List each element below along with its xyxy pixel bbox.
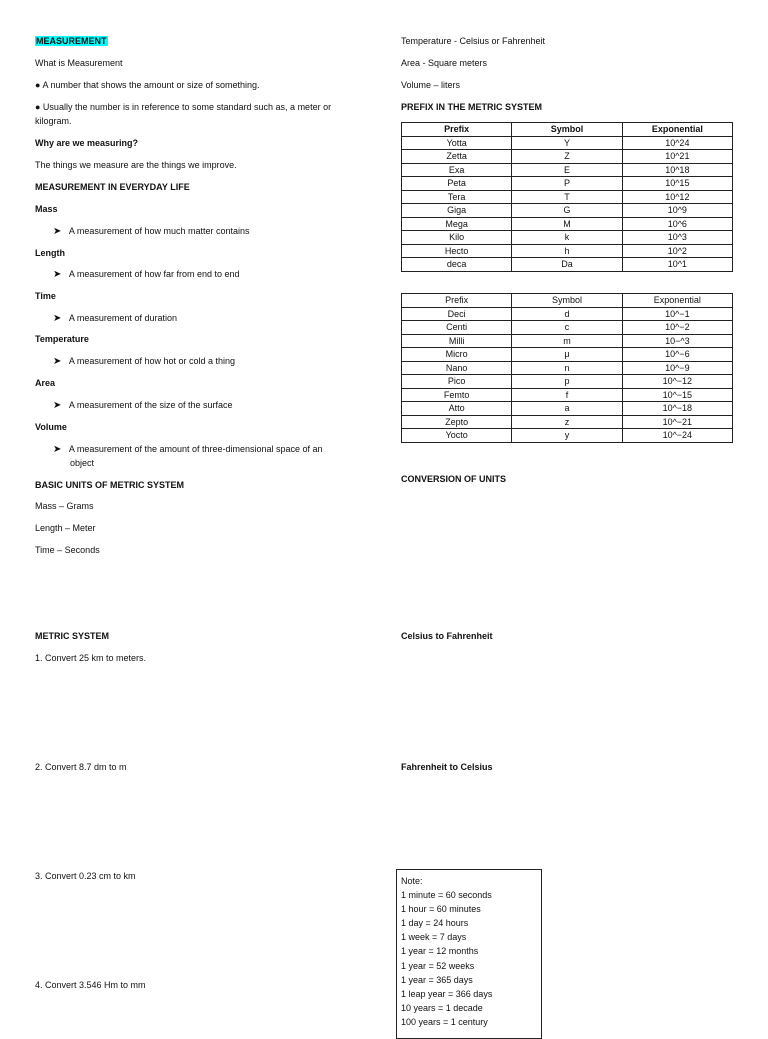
table-cell: M	[512, 217, 622, 231]
table-cell: Peta	[402, 177, 512, 191]
table-header-row	[402, 294, 733, 308]
column-header: Symbol	[512, 294, 622, 308]
unit-length: Length – Meter	[35, 523, 96, 533]
column-header: Prefix	[402, 123, 512, 137]
column-header: Symbol	[512, 123, 622, 137]
table-row	[402, 231, 733, 245]
table-cell: Giga	[402, 204, 512, 218]
prefix-table-small	[401, 293, 733, 443]
table-cell: a	[512, 402, 622, 416]
unit-time: Time – Seconds	[35, 545, 100, 555]
table-cell: G	[512, 204, 622, 218]
table-cell: 10^−2	[622, 321, 732, 335]
arrow-bullet-icon: ➤	[53, 356, 62, 367]
conversion-heading: CONVERSION OF UNITS	[401, 474, 507, 484]
mass-heading: Mass	[35, 204, 58, 214]
table-row	[402, 402, 733, 416]
time-def: ➤ A measurement of duration	[53, 313, 177, 324]
volume-heading: Volume	[35, 422, 67, 432]
table-cell: Z	[512, 150, 622, 164]
table-row	[402, 307, 733, 321]
table-cell: Mega	[402, 217, 512, 231]
table-cell: 10^3	[622, 231, 732, 245]
note-line: 1 minute = 60 seconds	[401, 890, 492, 901]
table-row	[402, 136, 733, 150]
table-cell: Yocto	[402, 429, 512, 443]
bullet-standard-line1: ● Usually the number is in reference to some standard such as, a meter or	[35, 102, 332, 112]
table-row	[402, 429, 733, 443]
arrow-bullet-icon: ➤	[53, 269, 62, 280]
table-cell: 10^−15	[622, 388, 732, 402]
metric-system-heading: METRIC SYSTEM	[35, 631, 110, 641]
table-cell: y	[512, 429, 622, 443]
table-row	[402, 217, 733, 231]
table-cell: 10^15	[622, 177, 732, 191]
exercise-2: 2. Convert 8.7 dm to m	[35, 762, 127, 772]
table-cell: 10^−18	[622, 402, 732, 416]
exercise-1: 1. Convert 25 km to meters.	[35, 653, 147, 663]
mass-def: ➤ A measurement of how much matter contains	[53, 226, 250, 237]
column-header: Prefix	[402, 294, 512, 308]
prefix-table-large	[401, 122, 733, 272]
note-line: 1 year = 52 weeks	[401, 960, 475, 971]
area-unit: Area - Square meters	[401, 58, 488, 68]
why-heading: Why are we measuring?	[35, 138, 139, 148]
table-cell: 10^−1	[622, 307, 732, 321]
note-line: 1 week = 7 days	[401, 932, 467, 943]
table-cell: p	[512, 375, 622, 389]
table-cell: 10^9	[622, 204, 732, 218]
area-heading: Area	[35, 378, 56, 388]
table-cell: 10^−21	[622, 415, 732, 429]
table-row	[402, 258, 733, 272]
basic-units-heading: BASIC UNITS OF METRIC SYSTEM	[35, 480, 185, 490]
what-is-heading: What is Measurement	[35, 58, 123, 68]
table-cell: 10^−24	[622, 429, 732, 443]
table-row	[402, 204, 733, 218]
table-cell: Zepto	[402, 415, 512, 429]
volume-def-line2: object	[70, 458, 95, 468]
volume-unit: Volume – liters	[401, 80, 461, 90]
table-cell: f	[512, 388, 622, 402]
arrow-bullet-icon: ➤	[53, 226, 62, 237]
exercise-3: 3. Convert 0.23 cm to km	[35, 871, 136, 881]
table-cell: P	[512, 177, 622, 191]
temperature-heading: Temperature	[35, 334, 89, 344]
table-row	[402, 321, 733, 335]
table-cell: 10^24	[622, 136, 732, 150]
table-cell: T	[512, 190, 622, 204]
table-cell: 10^1	[622, 258, 732, 272]
table-cell: 10^21	[622, 150, 732, 164]
table-row	[402, 150, 733, 164]
table-cell: Y	[512, 136, 622, 150]
table-cell: h	[512, 244, 622, 258]
table-row	[402, 244, 733, 258]
table-cell: Centi	[402, 321, 512, 335]
table-cell: z	[512, 415, 622, 429]
volume-def: ➤ A measurement of the amount of three-dimensional space of an	[53, 444, 323, 455]
bullet-standard-line2: kilogram.	[35, 116, 72, 126]
table-row	[402, 388, 733, 402]
table-cell: E	[512, 163, 622, 177]
table-cell: 10^12	[622, 190, 732, 204]
temperature-unit: Temperature - Celsius or Fahrenheit	[401, 36, 546, 46]
note-line: 100 years = 1 century	[401, 1016, 488, 1027]
fahrenheit-to-celsius-heading: Fahrenheit to Celsius	[401, 762, 493, 772]
note-line: 1 day = 24 hours	[401, 918, 469, 929]
table-cell: Da	[512, 258, 622, 272]
document-title: MEASUREMENT	[36, 36, 107, 46]
table-cell: n	[512, 361, 622, 375]
table-header-row	[402, 123, 733, 137]
unit-mass: Mass – Grams	[35, 501, 94, 511]
table-cell: c	[512, 321, 622, 335]
table-row	[402, 375, 733, 389]
table-cell: 10^6	[622, 217, 732, 231]
arrow-bullet-icon: ➤	[53, 400, 62, 411]
note-line: 1 hour = 60 minutes	[401, 904, 481, 915]
note-line: 1 leap year = 366 days	[401, 988, 493, 999]
table-cell: μ	[512, 348, 622, 362]
table-row	[402, 361, 733, 375]
note-line: 10 years = 1 decade	[401, 1002, 483, 1013]
table-cell: Milli	[402, 334, 512, 348]
table-cell: Nano	[402, 361, 512, 375]
table-cell: 10^−6	[622, 348, 732, 362]
table-cell: Tera	[402, 190, 512, 204]
table-cell: 10−^3	[622, 334, 732, 348]
note-line: 1 year = 12 months	[401, 946, 479, 957]
why-text: The things we measure are the things we improve.	[35, 160, 237, 170]
table-cell: Pico	[402, 375, 512, 389]
note-line: 1 year = 365 days	[401, 974, 473, 985]
arrow-bullet-icon: ➤	[53, 313, 62, 324]
length-def: ➤ A measurement of how far from end to end	[53, 269, 240, 280]
table-cell: Hecto	[402, 244, 512, 258]
table-cell: m	[512, 334, 622, 348]
table-row	[402, 163, 733, 177]
exercise-4: 4. Convert 3.546 Hm to mm	[35, 980, 146, 990]
area-def: ➤ A measurement of the size of the surface	[53, 400, 233, 411]
temperature-def: ➤ A measurement of how hot or cold a thing	[53, 356, 236, 367]
table-cell: Femto	[402, 388, 512, 402]
length-heading: Length	[35, 248, 65, 258]
table-row	[402, 177, 733, 191]
celsius-to-fahrenheit-heading: Celsius to Fahrenheit	[401, 631, 493, 641]
bullet-definition: ● A number that shows the amount or size of something.	[35, 80, 260, 90]
table-cell: Kilo	[402, 231, 512, 245]
table-cell: Micro	[402, 348, 512, 362]
column-header: Exponential	[622, 294, 732, 308]
table-row	[402, 348, 733, 362]
everyday-heading: MEASUREMENT IN EVERYDAY LIFE	[35, 182, 190, 192]
table-cell: Deci	[402, 307, 512, 321]
table-row	[402, 415, 733, 429]
table-cell: 10^−12	[622, 375, 732, 389]
prefix-heading: PREFIX IN THE METRIC SYSTEM	[401, 102, 543, 112]
table-cell: Yotta	[402, 136, 512, 150]
time-heading: Time	[35, 291, 56, 301]
table-cell: d	[512, 307, 622, 321]
table-row	[402, 190, 733, 204]
table-cell: Zetta	[402, 150, 512, 164]
note-title: Note:	[401, 876, 423, 886]
table-row	[402, 334, 733, 348]
table-cell: deca	[402, 258, 512, 272]
note-box	[396, 869, 542, 1039]
column-header: Exponential	[622, 123, 732, 137]
table-cell: 10^18	[622, 163, 732, 177]
arrow-bullet-icon: ➤	[53, 444, 62, 455]
table-cell: Atto	[402, 402, 512, 416]
table-cell: Exa	[402, 163, 512, 177]
table-cell: 10^2	[622, 244, 732, 258]
table-cell: 10^−9	[622, 361, 732, 375]
table-cell: k	[512, 231, 622, 245]
